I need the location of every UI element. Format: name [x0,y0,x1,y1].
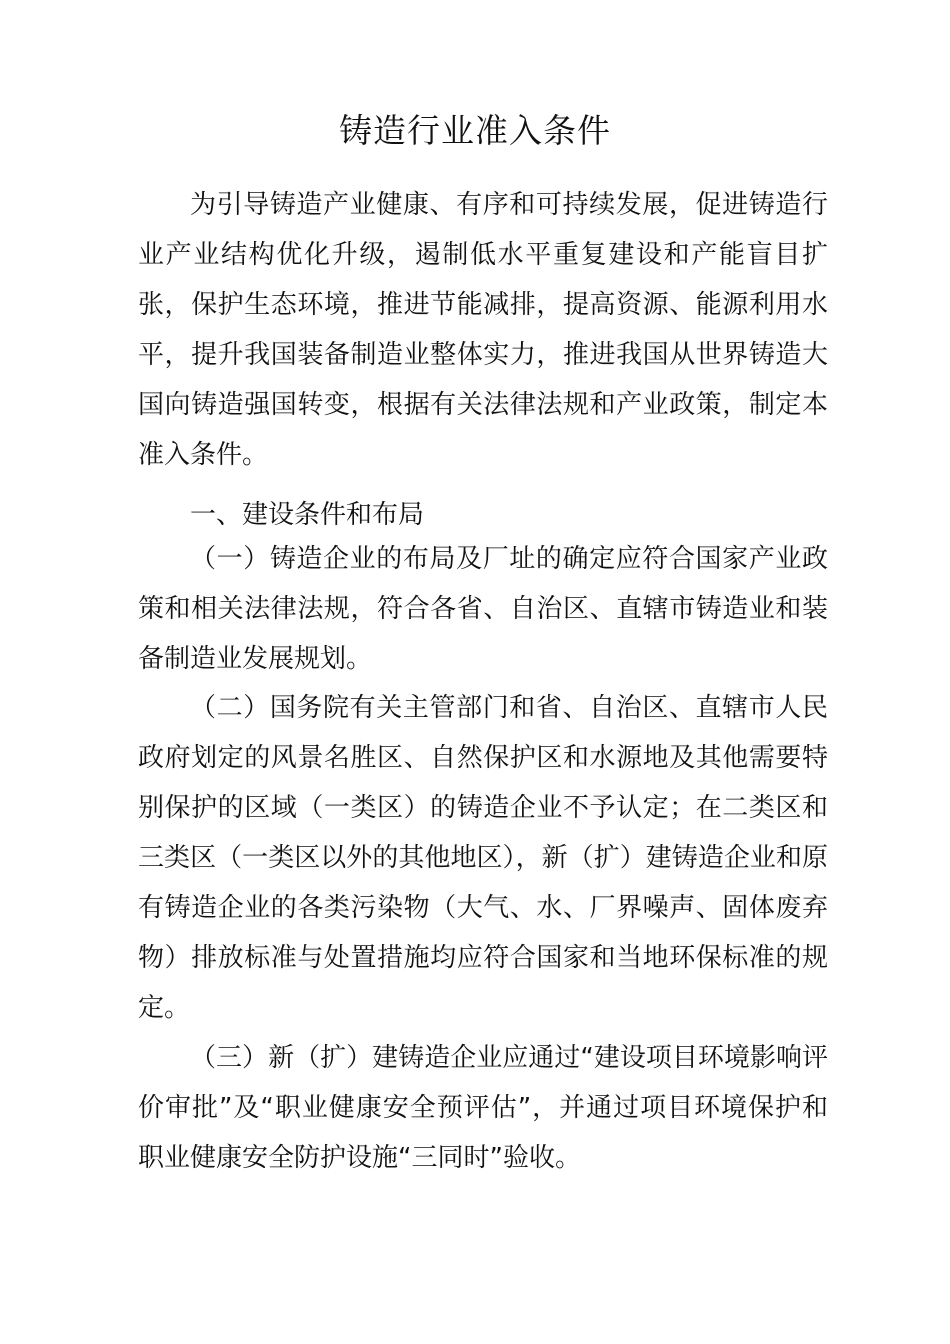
intro-paragraph: 为引导铸造产业健康、有序和可持续发展，促进铸造行业产业结构优化升级，遏制低水平重复建设和产能盲目扩张，保护生态环境，推进节能减排，提高资源、能源利用水平，提升我国装备制造业整体实力，推进我国从世界铸造大国向铸造强国转变，根据有关法律法规和产业政策，制定本准入条件。 [138,190,828,470]
section-item-1: （一）铸造企业的布局及厂址的确定应符合国家产业政策和相关法律法规，符合各省、自治区、直辖市铸造业和装备制造业发展规划。 [138,544,828,674]
section-item-2: （二）国务院有关主管部门和省、自治区、直辖市人民政府划定的风景名胜区、自然保护区和水源地及其他需要特别保护的区域（一类区）的铸造企业不予认定；在二类区和三类区（一类区以外的其他地区），新（扩）建铸造企业和原有铸造企业的各类污染物（大气、水、厂界噪声、固体废弃物）排放标准与处置措施均应符合国家和当地环保标准的规定。 [138,693,828,1023]
document-title: 铸造行业准入条件 [339,111,611,150]
section-heading: 一、建设条件和布局 [190,500,425,530]
section-item-3: （三）新（扩）建铸造企业应通过“建设项目环境影响评价审批”及“职业健康安全预评估”，并通过项目环境保护和职业健康安全防护设施“三同时”验收。 [138,1043,828,1173]
